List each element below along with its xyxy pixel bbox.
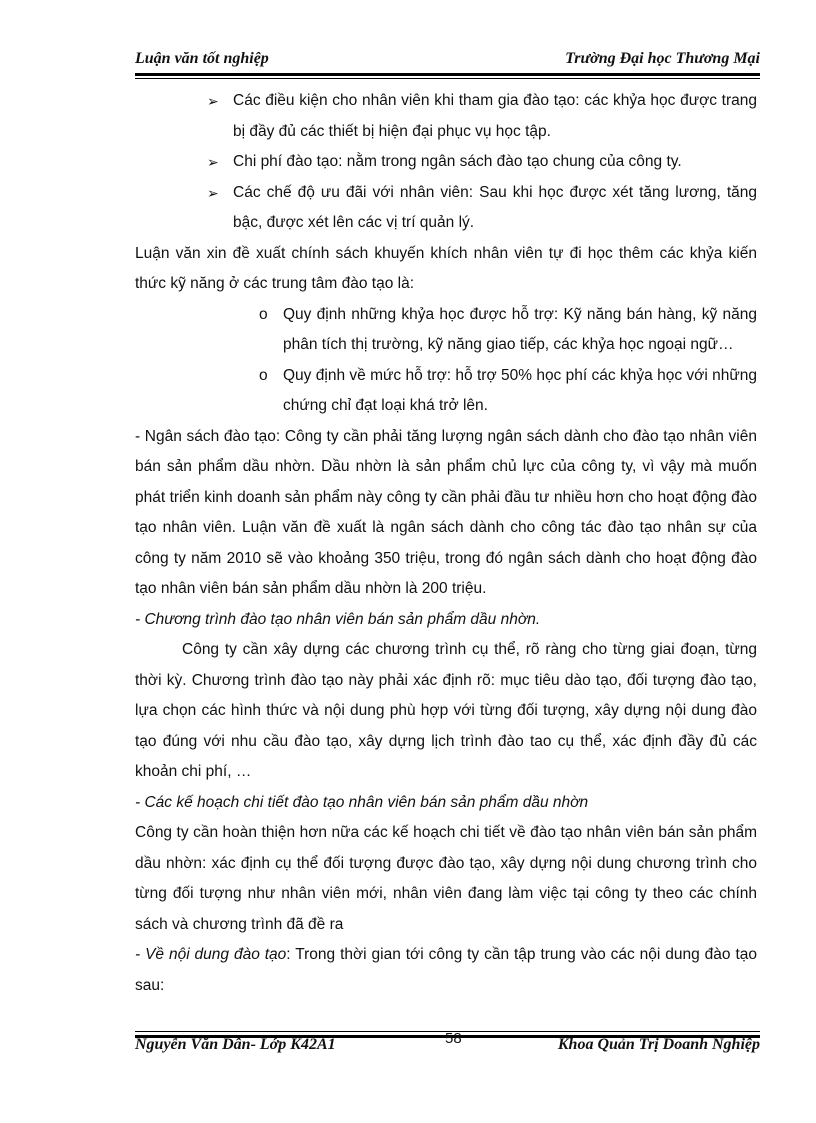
budget-paragraph: - Ngân sách đào tạo: Công ty cần phải tăng lượng ngân sách dành cho đào tạo nhân viên bán sản phẩm dầu nhờn. Dầu nhờn là sản phẩm chủ lực của công ty, vì vậy mà muốn phát triển kinh doanh sản phẩm này công ty cần phải đầu tư nhiều hơn cho hoạt động đào tạo nhân viên. Luận văn đề xuất là ngân sách dành cho công tác đào tạo nhân sự của công ty năm 2010 sẽ vào khoảng 350 triệu, trong đó ngân sách dành cho hoạt động đào tạo nhân viên bán sản phẩm dầu nhờn là 200 triệu. [135, 427, 757, 597]
header-divider [135, 73, 760, 76]
footer-faculty: Khoa Quản Trị Doanh Nghiệp [557, 1036, 760, 1053]
bullet-text: Các chế độ ưu đãi với nhân viên: Sau khi học được xét tăng lương, tăng bậc, được xét lên các vị trí quản lý. [233, 183, 757, 231]
header-university: Trường Đại học Thương Mại [565, 50, 760, 67]
training-content-label: - Về nội dung đào tạo [135, 946, 287, 963]
intro-paragraph: Luận văn xin đề xuất chính sách khuyến khích nhân viên tự đi học thêm các khỷa kiến thức kỹ năng ở các trung tâm đào tạo là: [135, 244, 757, 292]
arrow-bullet-icon: ➢ [207, 184, 219, 201]
header-thesis-label: Luận văn tốt nghiệp [135, 50, 269, 67]
bullet-item [135, 147, 757, 178]
footer-author: Nguyễn Văn Dân- Lớp K42A1 [135, 1036, 336, 1053]
sub-item [135, 361, 757, 422]
circle-bullet-icon: o [259, 366, 268, 384]
page-header [135, 48, 760, 74]
bullet-text: Các điều kiện cho nhân viên khi tham gia đào tạo: các khỷa học được trang bị đầy đủ các thiết bị hiện đại phục vụ học tập. [233, 92, 757, 140]
arrow-bullet-icon: ➢ [207, 154, 219, 170]
bullet-item [135, 86, 757, 147]
page-footer [135, 1030, 760, 1060]
sub-item-text: Quy định những khỷa học được hỗ trợ: Kỹ năng bán hàng, kỹ năng phân tích thị trường, kỹ năng giao tiếp, các khỷa học ngoại ngữ… [283, 305, 757, 353]
bullet-text: Chi phí đào tạo: nằm trong ngân sách đào tạo chung của công ty. [233, 153, 682, 170]
header-divider-thin [135, 78, 760, 79]
page-body [135, 86, 757, 1001]
arrow-bullet-icon: ➢ [207, 93, 219, 109]
sub-item-text: Quy định về mức hỗ trợ: hỗ trợ 50% học phí các khỷa học với những chứng chỉ đạt loại khá trở lên. [283, 366, 757, 414]
plan-heading: - Các kế hoạch chi tiết đào tạo nhân viên bán sản phẩm dầu nhờn [135, 793, 589, 811]
circle-bullet-icon: o [259, 305, 268, 323]
training-content-text: : Trong thời gian tới công ty cần tập trung vào các nội dung đào tạo sau: [135, 946, 757, 994]
program-paragraph: Công ty cần xây dựng các chương trình cụ thể, rõ ràng cho từng giai đoạn, từng thời kỳ. Chương trình đào tạo này phải xác định rõ: mục tiêu dào tạo, đối tượng đào tạo, lựa chọn các hình thức và nội dung phù hợp với từng đối tượng, xây dựng nội dung đào tạo đúng với nhu cầu đào tạo, xây dựng lịch trình đào tao cụ thể, xác định đầy đủ các khoản chi phí, … [135, 641, 757, 780]
program-heading: - Chương trình đào tạo nhân viên bán sản phẩm dầu nhờn. [135, 610, 541, 628]
bullet-item [135, 178, 757, 239]
training-content-paragraph [135, 940, 757, 1001]
page-number: 58 [445, 1030, 462, 1047]
plan-paragraph: Công ty cần hoàn thiện hơn nữa các kế hoạch chi tiết về đào tạo nhân viên bán sản phẩm dầu nhờn: xác định cụ thể đối tượng được đào tạo, xây dựng nội dung chương trình cho từng đối tượng như nhân viên mới, nhân viên đang làm việc tại công ty theo các chính sách và chương trình đã đề ra [135, 824, 757, 933]
sub-item [135, 300, 757, 361]
